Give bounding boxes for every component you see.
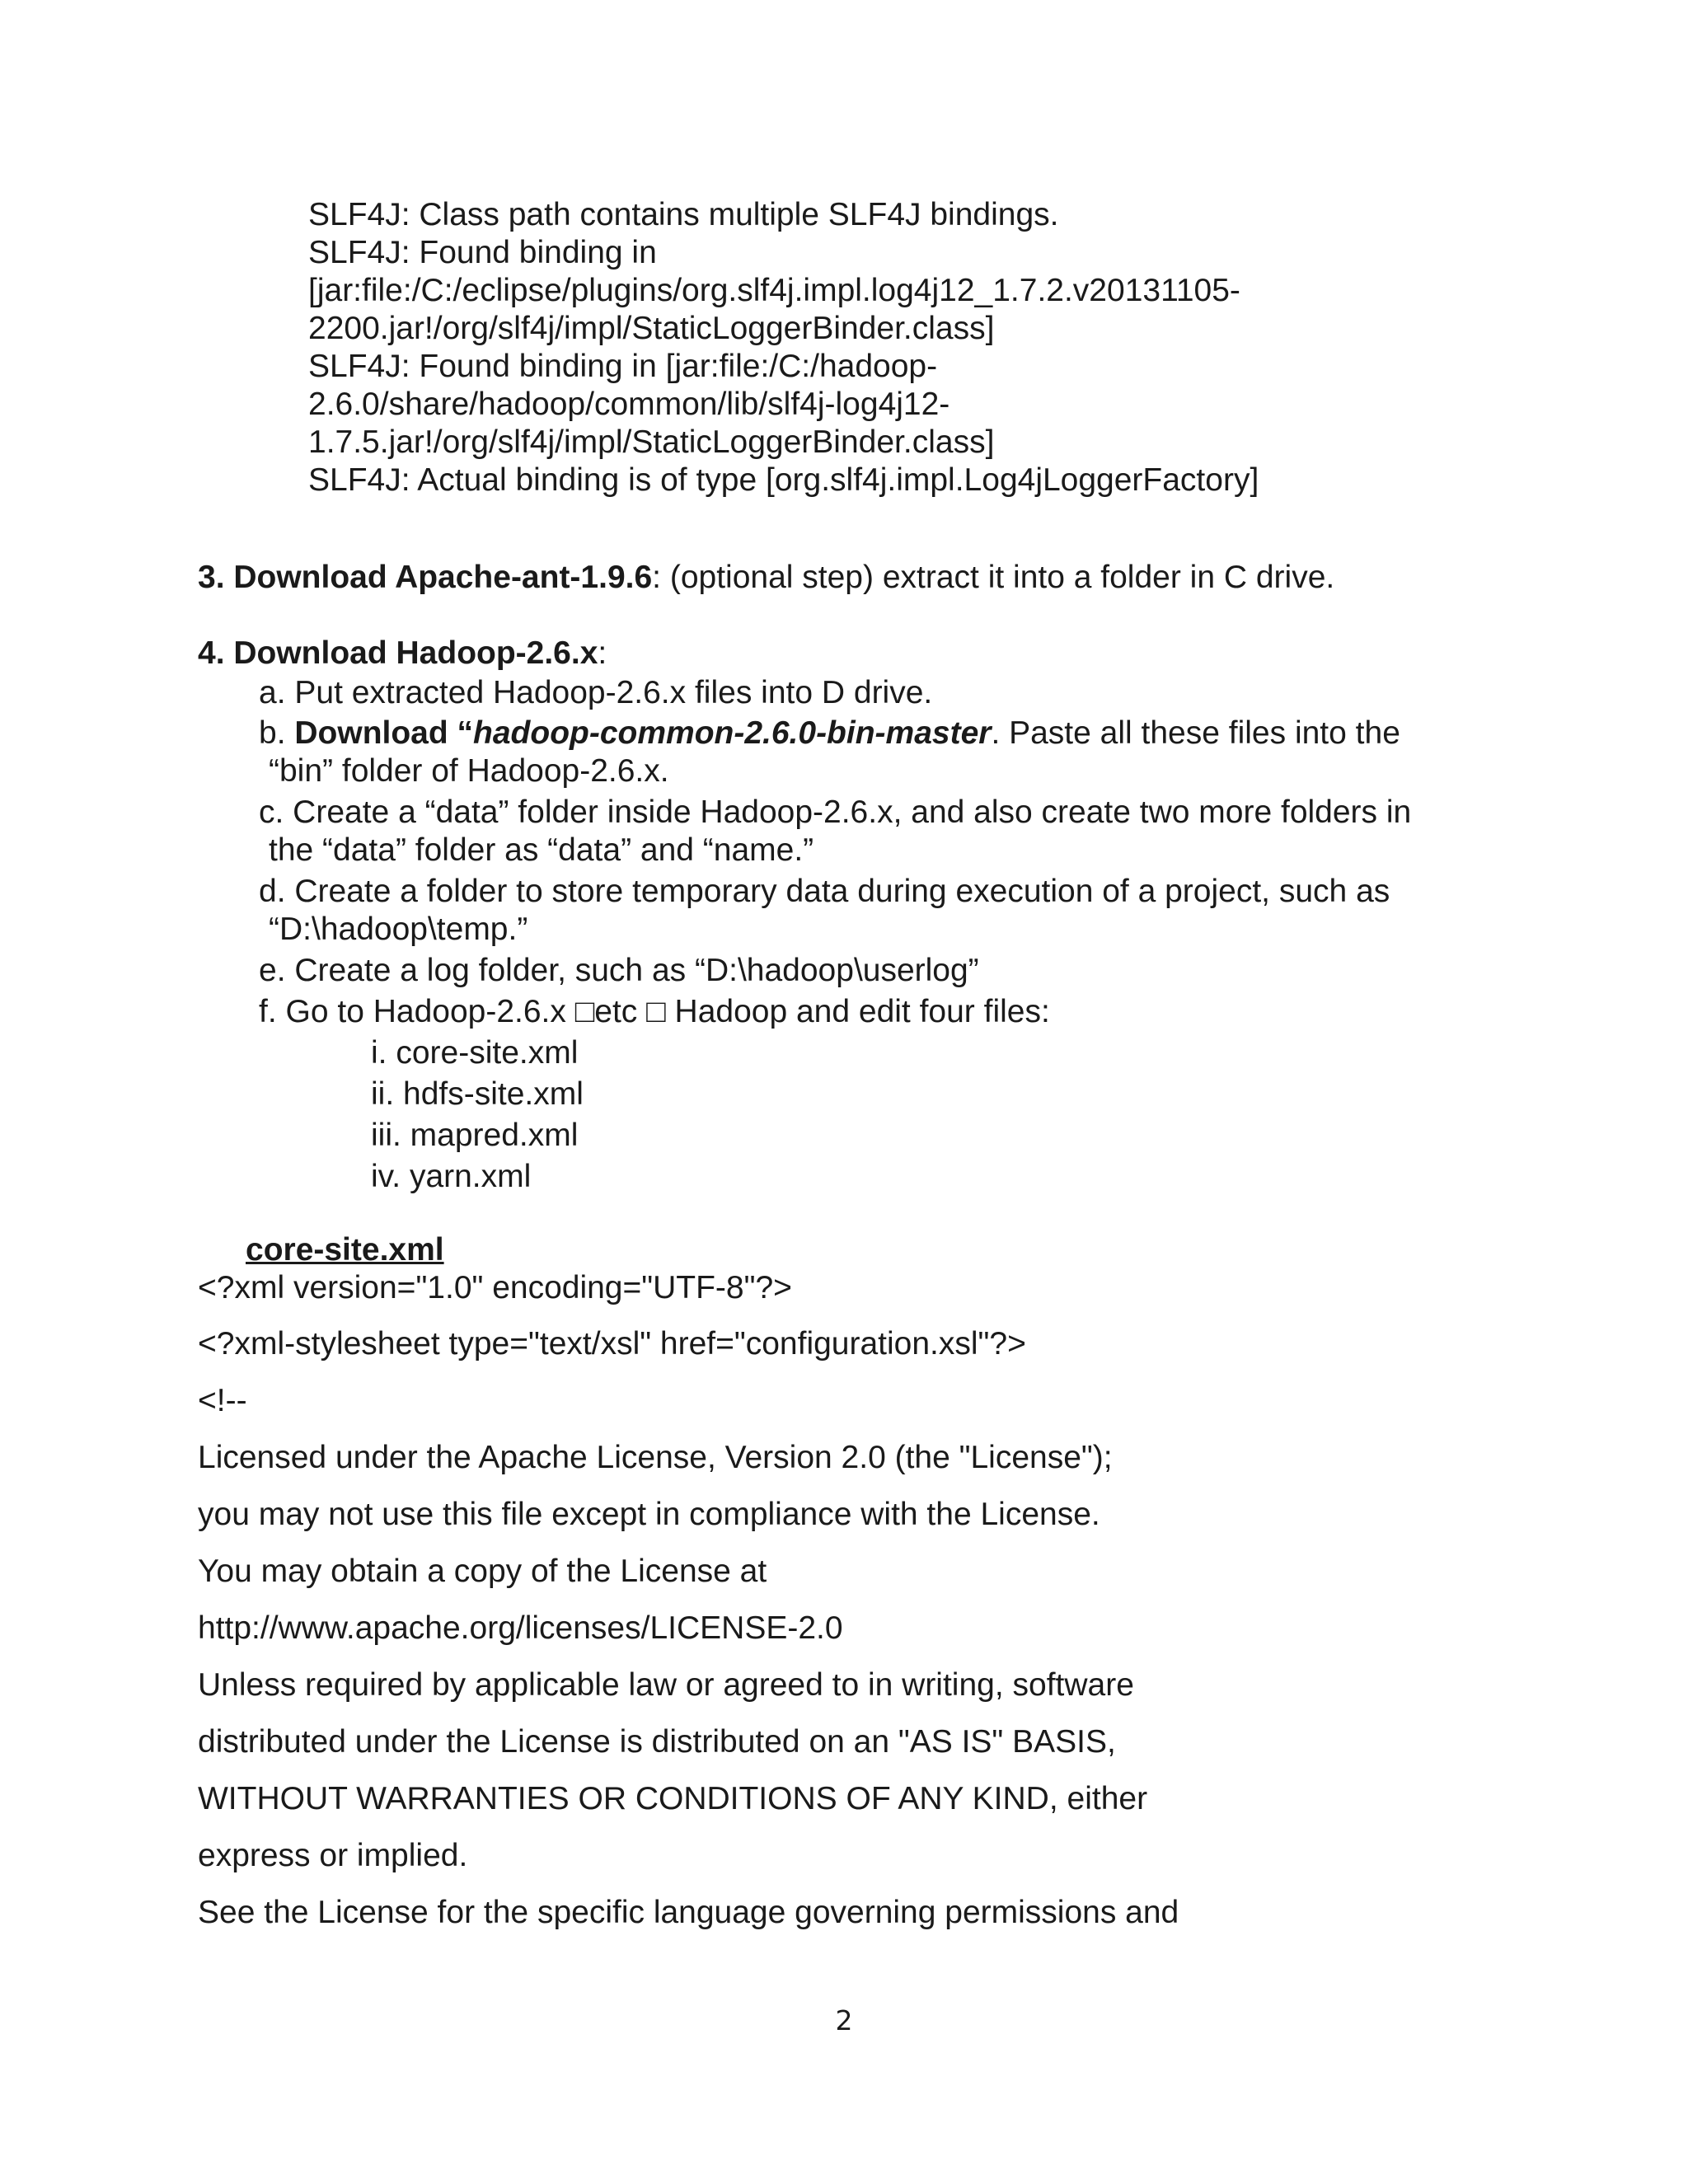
step-3: [198, 559, 1334, 597]
xml-line: WITHOUT WARRANTIES OR CONDITIONS OF ANY KIND, either: [198, 1781, 1148, 1816]
log-line: 2.6.0/share/hadoop/common/lib/slf4j-log4j12-: [308, 387, 950, 422]
log-line: 1.7.5.jar!/org/slf4j/impl/StaticLoggerBinder.class]: [308, 424, 995, 460]
step-4b-cont: “bin” folder of Hadoop-2.6.x.: [269, 753, 669, 789]
step-4f: f. Go to Hadoop-2.6.x □etc □ Hadoop and edit four files:: [259, 994, 1050, 1029]
log-line: SLF4J: Actual binding is of type [org.slf4j.impl.Log4jLoggerFactory]: [308, 462, 1259, 498]
step-3-text: : (optional step) extract it into a folder in C drive.: [652, 560, 1335, 595]
log-line: SLF4J: Found binding in: [308, 235, 657, 270]
xml-line: <?xml version="1.0" encoding="UTF-8"?>: [198, 1270, 792, 1305]
step-4c-cont: the “data” folder as “data” and “name.”: [269, 832, 814, 868]
xml-line: you may not use this file except in compliance with the License.: [198, 1497, 1100, 1532]
section-heading: core-site.xml: [246, 1232, 444, 1268]
file-name: hadoop-common-2.6.0-bin-master: [473, 715, 992, 751]
log-line: SLF4J: Found binding in [jar:file:/C:/hadoop-: [308, 349, 938, 384]
xml-line: express or implied.: [198, 1838, 468, 1873]
xml-line: See the License for the specific language governing permissions and: [198, 1895, 1179, 1930]
file-item: iii. mapred.xml: [371, 1118, 579, 1153]
step-4e: e. Create a log folder, such as “D:\hadoop\userlog”: [259, 953, 979, 988]
step-4a: a. Put extracted Hadoop-2.6.x files into D drive.: [259, 675, 933, 710]
log-line: 2200.jar!/org/slf4j/impl/StaticLoggerBinder.class]: [308, 311, 995, 346]
xml-line: http://www.apache.org/licenses/LICENSE-2.0: [198, 1610, 843, 1646]
xml-line: <!--: [198, 1383, 247, 1418]
step-3-title: 3. Download Apache-ant-1.9.6: [198, 560, 653, 595]
log-line: SLF4J: Class path contains multiple SLF4J bindings.: [308, 197, 1059, 232]
step-4: 4. Download Hadoop-2.6.x:: [198, 635, 607, 671]
xml-line: You may obtain a copy of the License at: [198, 1554, 767, 1589]
step-4c: c. Create a “data” folder inside Hadoop-2.6.x, and also create two more folders in: [259, 794, 1412, 830]
page-number: 2: [835, 2004, 853, 2036]
file-item: i. core-site.xml: [371, 1035, 579, 1071]
log-line: [jar:file:/C:/eclipse/plugins/org.slf4j.impl.log4j12_1.7.2.v20131105-: [308, 273, 1240, 308]
file-item: iv. yarn.xml: [371, 1159, 532, 1194]
step-4-title: 4. Download Hadoop-2.6.x: [198, 635, 598, 671]
xml-line: Unless required by applicable law or agreed to in writing, software: [198, 1667, 1134, 1703]
xml-line: <?xml-stylesheet type="text/xsl" href="configuration.xsl"?>: [198, 1326, 1026, 1361]
xml-line: distributed under the License is distributed on an "AS IS" BASIS,: [198, 1724, 1116, 1760]
step-4b: b. Download “hadoop-common-2.6.0-bin-master. Paste all these files into the: [259, 715, 1400, 751]
step-4d: d. Create a folder to store temporary data during execution of a project, such as: [259, 874, 1390, 909]
file-item: ii. hdfs-site.xml: [371, 1076, 584, 1112]
step-4d-cont: “D:\hadoop\temp.”: [269, 912, 528, 947]
xml-line: Licensed under the Apache License, Version 2.0 (the "License");: [198, 1440, 1113, 1475]
